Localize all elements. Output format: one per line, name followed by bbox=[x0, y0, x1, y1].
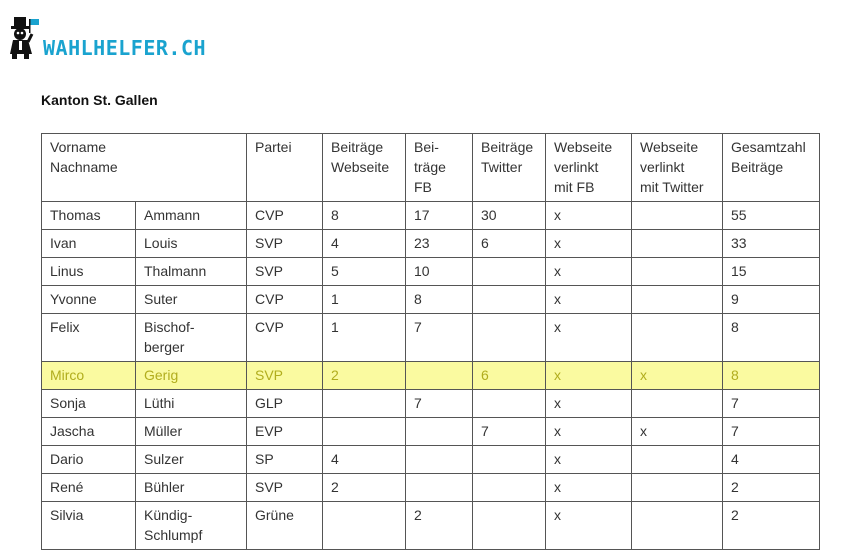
table-header-row bbox=[42, 134, 820, 202]
table-row bbox=[42, 286, 820, 314]
table-cell: 33 bbox=[723, 230, 820, 258]
table-cell bbox=[632, 286, 723, 314]
table-cell bbox=[406, 418, 473, 446]
table-cell: 4 bbox=[323, 230, 406, 258]
table-cell: 8 bbox=[723, 314, 820, 362]
table-cell: Mirco bbox=[42, 362, 136, 390]
header-line: Nachname bbox=[50, 159, 118, 175]
header-line: FB bbox=[414, 179, 432, 195]
table-row bbox=[42, 202, 820, 230]
table-cell: x bbox=[546, 474, 632, 502]
table-cell: 7 bbox=[473, 418, 546, 446]
table-cell: 17 bbox=[406, 202, 473, 230]
table-cell: 7 bbox=[406, 314, 473, 362]
header-line: mit FB bbox=[554, 179, 595, 195]
table-cell: x bbox=[632, 418, 723, 446]
table-cell: 55 bbox=[723, 202, 820, 230]
header-line: Webseite bbox=[331, 159, 390, 175]
table-cell: CVP bbox=[247, 314, 323, 362]
header-line: verlinkt bbox=[554, 159, 599, 175]
column-header bbox=[546, 134, 632, 202]
header-line: Beiträge bbox=[481, 139, 534, 155]
table-cell: 8 bbox=[323, 202, 406, 230]
table-cell: x bbox=[546, 362, 632, 390]
table-cell: Thomas bbox=[42, 202, 136, 230]
column-header bbox=[247, 134, 323, 202]
table-cell: x bbox=[546, 418, 632, 446]
table-cell: Suter bbox=[136, 286, 247, 314]
table-cell bbox=[632, 258, 723, 286]
table-cell: Ivan bbox=[42, 230, 136, 258]
table-cell: 2 bbox=[406, 502, 473, 550]
table-cell: 8 bbox=[406, 286, 473, 314]
column-header bbox=[406, 134, 473, 202]
table-cell: Yvonne bbox=[42, 286, 136, 314]
table-row bbox=[42, 446, 820, 474]
table-cell: Lüthi bbox=[136, 390, 247, 418]
header-line: Vorname bbox=[50, 139, 107, 155]
table-cell: x bbox=[632, 362, 723, 390]
table-cell bbox=[406, 446, 473, 474]
table-cell: SVP bbox=[247, 474, 323, 502]
column-header bbox=[723, 134, 820, 202]
table-cell: x bbox=[546, 390, 632, 418]
brand-name: WAHLHELFER.CH bbox=[43, 36, 207, 60]
table-cell: 6 bbox=[473, 362, 546, 390]
table-row bbox=[42, 390, 820, 418]
page-title: Kanton St. Gallen bbox=[41, 92, 158, 108]
table-cell: Kündig- Schlumpf bbox=[136, 502, 247, 550]
table-row bbox=[42, 258, 820, 286]
table-cell: SVP bbox=[247, 362, 323, 390]
table-row bbox=[42, 418, 820, 446]
table-cell: CVP bbox=[247, 202, 323, 230]
table-cell bbox=[632, 230, 723, 258]
table-cell bbox=[406, 474, 473, 502]
table-row-highlighted bbox=[42, 362, 820, 390]
table-row bbox=[42, 502, 820, 550]
table-cell bbox=[632, 446, 723, 474]
table-cell bbox=[323, 502, 406, 550]
table-cell: Felix bbox=[42, 314, 136, 362]
header-line: mit Twitter bbox=[640, 179, 704, 195]
table-cell: René bbox=[42, 474, 136, 502]
table-cell bbox=[632, 202, 723, 230]
table-cell: 6 bbox=[473, 230, 546, 258]
table-cell: x bbox=[546, 502, 632, 550]
table-cell bbox=[632, 474, 723, 502]
table-row bbox=[42, 314, 820, 362]
header-line: Bei- bbox=[414, 139, 439, 155]
table-cell: EVP bbox=[247, 418, 323, 446]
table-cell: Müller bbox=[136, 418, 247, 446]
table-cell: Thalmann bbox=[136, 258, 247, 286]
table-cell bbox=[406, 362, 473, 390]
table-cell: 9 bbox=[723, 286, 820, 314]
table-cell bbox=[473, 502, 546, 550]
table-cell: Bühler bbox=[136, 474, 247, 502]
header-line: Twitter bbox=[481, 159, 523, 175]
header-line: Partei bbox=[255, 139, 292, 155]
table-cell: 15 bbox=[723, 258, 820, 286]
column-header bbox=[323, 134, 406, 202]
table-cell: 2 bbox=[723, 502, 820, 550]
header-line: Webseite bbox=[640, 139, 699, 155]
table-cell: 2 bbox=[323, 362, 406, 390]
table-cell: Gerig bbox=[136, 362, 247, 390]
mascot-icon bbox=[8, 14, 42, 60]
table-cell bbox=[473, 258, 546, 286]
table-cell: Dario bbox=[42, 446, 136, 474]
table-cell: 4 bbox=[723, 446, 820, 474]
table-cell bbox=[632, 390, 723, 418]
table-cell: CVP bbox=[247, 286, 323, 314]
table-cell bbox=[473, 314, 546, 362]
table-cell: 10 bbox=[406, 258, 473, 286]
table-cell: 30 bbox=[473, 202, 546, 230]
table-cell: 2 bbox=[323, 474, 406, 502]
table-cell: 7 bbox=[406, 390, 473, 418]
table-cell: Ammann bbox=[136, 202, 247, 230]
site-logo[interactable] bbox=[8, 14, 206, 60]
column-header bbox=[42, 134, 247, 202]
table-cell bbox=[323, 390, 406, 418]
table-cell bbox=[632, 502, 723, 550]
table-cell bbox=[632, 314, 723, 362]
table-cell: 7 bbox=[723, 418, 820, 446]
table-cell: SVP bbox=[247, 230, 323, 258]
table-cell bbox=[323, 418, 406, 446]
table-cell: Silvia bbox=[42, 502, 136, 550]
table-cell: Jascha bbox=[42, 418, 136, 446]
table-cell: Grüne bbox=[247, 502, 323, 550]
header-line: träge bbox=[414, 159, 446, 175]
table-cell: x bbox=[546, 258, 632, 286]
table-cell: x bbox=[546, 446, 632, 474]
table-row bbox=[42, 230, 820, 258]
table-cell: Louis bbox=[136, 230, 247, 258]
header-line: Webseite bbox=[554, 139, 613, 155]
table-cell: 7 bbox=[723, 390, 820, 418]
table-cell: 1 bbox=[323, 314, 406, 362]
column-header bbox=[473, 134, 546, 202]
table-cell: Sulzer bbox=[136, 446, 247, 474]
table-cell: GLP bbox=[247, 390, 323, 418]
table-cell: x bbox=[546, 286, 632, 314]
table-cell: 2 bbox=[723, 474, 820, 502]
table-cell: x bbox=[546, 230, 632, 258]
table-cell: x bbox=[546, 314, 632, 362]
table-row bbox=[42, 474, 820, 502]
candidates-table bbox=[41, 133, 820, 550]
table-cell: 23 bbox=[406, 230, 473, 258]
table-cell: Sonja bbox=[42, 390, 136, 418]
table-cell: 8 bbox=[723, 362, 820, 390]
table-cell: 1 bbox=[323, 286, 406, 314]
header-line: Beiträge bbox=[731, 159, 784, 175]
header-line: Gesamtzahl bbox=[731, 139, 806, 155]
header-line: Beiträge bbox=[331, 139, 384, 155]
header-line: verlinkt bbox=[640, 159, 685, 175]
table-cell: Linus bbox=[42, 258, 136, 286]
table-cell: Bischof- berger bbox=[136, 314, 247, 362]
table-cell bbox=[473, 286, 546, 314]
table-cell: 4 bbox=[323, 446, 406, 474]
table-cell bbox=[473, 474, 546, 502]
table-cell: SP bbox=[247, 446, 323, 474]
table-cell: x bbox=[546, 202, 632, 230]
table-cell bbox=[473, 390, 546, 418]
table-cell bbox=[473, 446, 546, 474]
table-cell: 5 bbox=[323, 258, 406, 286]
column-header bbox=[632, 134, 723, 202]
table-cell: SVP bbox=[247, 258, 323, 286]
